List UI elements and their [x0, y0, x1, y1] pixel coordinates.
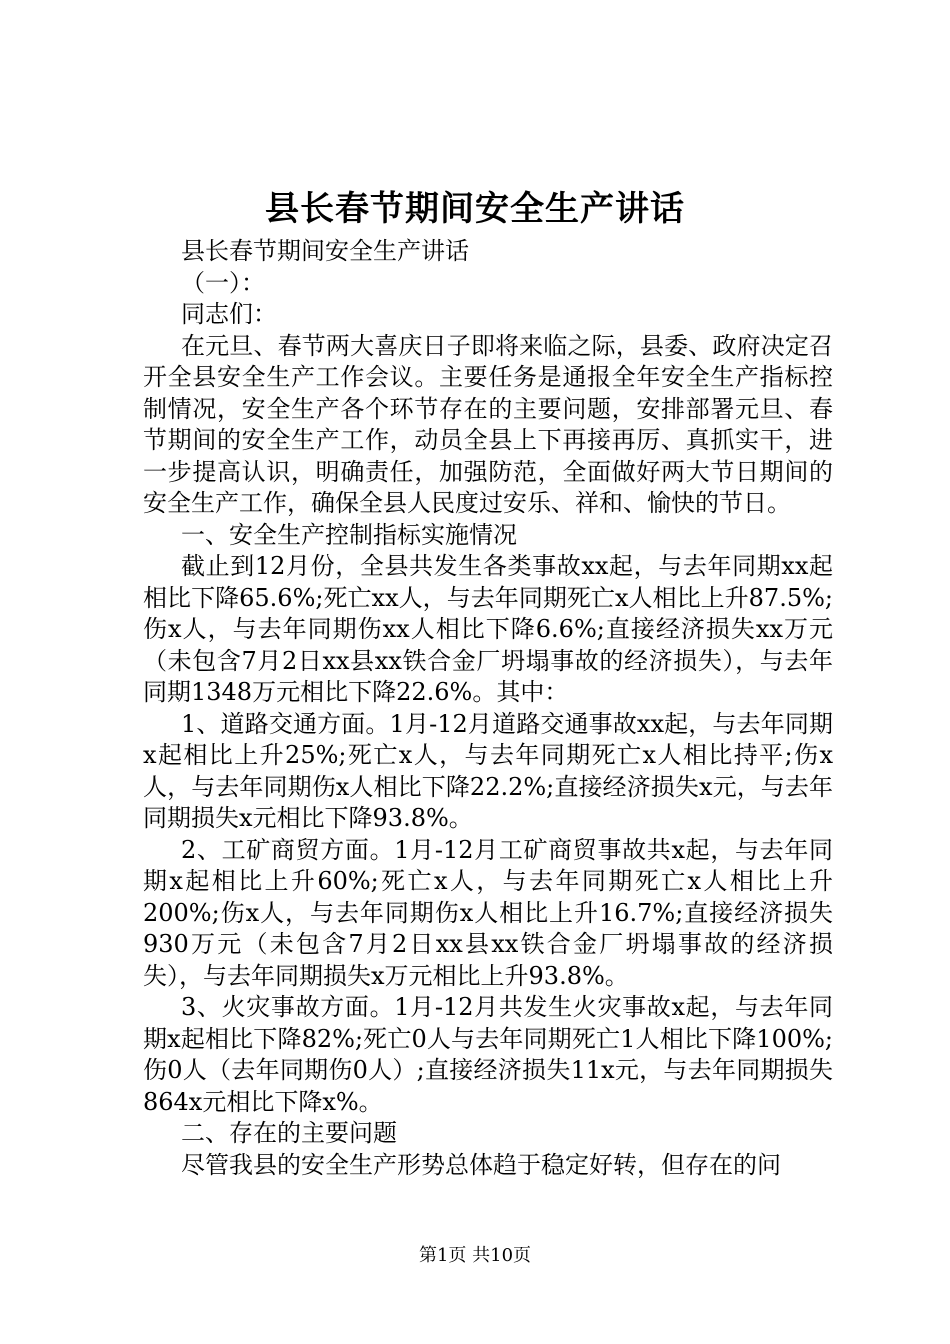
page-number-footer: 第1页 共10页 [418, 1245, 532, 1266]
body-paragraph: 县长春节期间安全生产讲话 [181, 237, 469, 265]
body-paragraph: 截止到12月份，全县共发生各类事故xx起，与去年同期xx起相比下降65.6%;死亡xx人，与去年同期死亡x人相比上升87.5%;伤x人，与去年同期伤xx人相比下降6.6%;直接经济损失xx万元（未包含7月2日xx县xx铁合金厂坍塌事故的经济损失），与去年同期1348万元相比下降22.6%。其中： [143, 552, 833, 706]
section-heading: 一、安全生产控制指标实施情况 [181, 520, 517, 549]
document-body [143, 236, 833, 1181]
body-paragraph: 在元旦、春节两大喜庆日子即将来临之际，县委、政府决定召开全县安全生产工作会议。主要任务是通报全年安全生产指标控制情况，安全生产各个环节存在的主要问题，安排部署元旦、春节期间的安全生产工作，动员全县上下再接再厉、真抓实干，进一步提高认识，明确责任，加强防范，全面做好两大节日期间的安全生产工作，确保全县人民度过安乐、祥和、愉快的节日。 [143, 331, 833, 517]
body-paragraph: （一）： [181, 268, 265, 297]
body-paragraph: 2、工矿商贸方面。1月-12月工矿商贸事故共x起，与去年同期x起相比上升60%;死亡x人，与去年同期死亡x人相比上升200%;伤x人，与去年同期伤x人相比上升16.7%;直接经济损失930万元（未包含7月2日xx县xx铁合金厂坍塌事故的经济损失），与去年同期损失x万元相比上升93.8%。 [143, 835, 833, 990]
body-paragraph: 尽管我县的安全生产形势总体趋于稳定好转，但存在的问 [181, 1150, 781, 1179]
document-title: 县长春节期间安全生产讲话 [265, 189, 685, 229]
salutation: 同志们： [181, 300, 277, 328]
section-heading: 二、存在的主要问题 [181, 1119, 397, 1147]
body-paragraph: 1、道路交通方面。1月-12月道路交通事故xx起，与去年同期x起相比上升25%;死亡x人，与去年同期死亡x人相比持平;伤x人，与去年同期伤x人相比下降22.2%;直接经济损失x元，与去年同期损失x元相比下降93.8%。 [143, 709, 833, 832]
body-paragraph: 3、火灾事故方面。1月-12月共发生火灾事故x起，与去年同期x起相比下降82%;死亡0人与去年同期死亡1人相比下降100%;伤0人（去年同期伤0人）;直接经济损失11x元，与去年同期损失864x元相比下降x%。 [143, 993, 833, 1116]
